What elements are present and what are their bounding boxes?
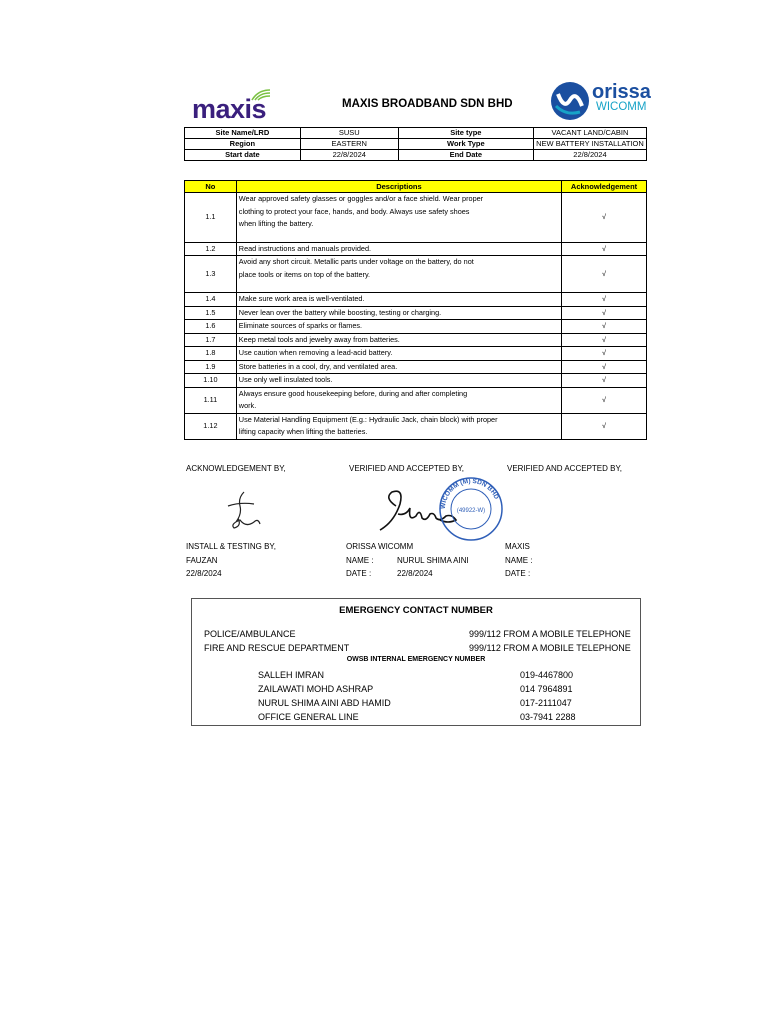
item-description (236, 256, 561, 293)
description-line: place tools or items on top of the battery. (238, 269, 371, 279)
col-header-descriptions: Descriptions (236, 181, 561, 193)
verified-accepted-by-label-2: VERIFIED AND ACCEPTED BY, (507, 464, 622, 473)
site-info-row (185, 150, 647, 161)
checklist-row (185, 387, 647, 413)
verifier-date-label: DATE : (346, 569, 372, 578)
site-info-value: 22/8/2024 (300, 150, 398, 161)
description-line: Wear approved safety glasses or goggles and/or a face shield. Wear proper (238, 194, 484, 203)
checklist-row (185, 413, 647, 439)
police-ambulance-label: POLICE/AMBULANCE (204, 629, 296, 639)
acknowledgement-check: √ (562, 374, 647, 388)
orissa-swirl-icon (550, 80, 590, 122)
col-header-no: No (185, 181, 237, 193)
item-description (236, 374, 561, 388)
contact-name: NURUL SHIMA AINI ABD HAMID (258, 698, 391, 708)
checklist-row (185, 193, 647, 243)
description-line: when lifting the battery. (238, 219, 314, 228)
item-number: 1.12 (185, 413, 237, 439)
verifier-date: 22/8/2024 (397, 569, 433, 578)
site-info-value: SUSU (300, 128, 398, 139)
checklist-row (185, 293, 647, 307)
fire-rescue-label: FIRE AND RESCUE DEPARTMENT (204, 643, 350, 653)
site-info-value: EASTERN (300, 139, 398, 150)
item-description (236, 347, 561, 361)
checklist-row (185, 242, 647, 256)
internal-emergency-title: OWSB INTERNAL EMERGENCY NUMBER (346, 656, 486, 663)
maxis-name-label: NAME : (505, 556, 533, 565)
description-line: Use caution when removing a lead-acid battery. (238, 348, 393, 357)
checklist-row (185, 333, 647, 347)
document-header (184, 78, 651, 124)
checklist-row (185, 374, 647, 388)
description-line: Store batteries in a cool, dry, and ventilated area. (238, 361, 398, 371)
contact-name: SALLEH IMRAN (258, 670, 325, 680)
item-description (236, 242, 561, 256)
site-info-label: Start date (185, 150, 301, 161)
maxis-leaf-icon (250, 88, 272, 102)
emergency-title: EMERGENCY CONTACT NUMBER (339, 605, 493, 616)
item-number: 1.7 (185, 333, 237, 347)
site-info-table (184, 127, 647, 161)
verified-accepted-by-label-1: VERIFIED AND ACCEPTED BY, (349, 464, 464, 473)
item-number: 1.11 (185, 387, 237, 413)
site-info-value: VACANT LAND/CABIN (533, 128, 646, 139)
maxis-date-label: DATE : (505, 569, 531, 578)
item-description (236, 293, 561, 307)
maxis-logo (192, 90, 278, 122)
maxis-company-label: MAXIS (505, 542, 530, 551)
contact-number: 017-2111047 (520, 698, 572, 708)
emergency-contact-box (191, 598, 641, 726)
acknowledgement-check: √ (562, 293, 647, 307)
contact-number: 03-7941 2288 (520, 712, 576, 722)
site-info-row (185, 128, 647, 139)
safety-checklist-table (184, 180, 647, 440)
installer-date: 22/8/2024 (186, 569, 222, 578)
description-line: Use only well insulated tools. (238, 375, 333, 384)
fire-rescue-number: 999/112 FROM A MOBILE TELEPHONE (469, 643, 631, 653)
checklist-row (185, 256, 647, 293)
verifier-name: NURUL SHIMA AINI (397, 556, 469, 565)
site-info-label: Site type (398, 128, 533, 139)
item-number: 1.1 (185, 193, 237, 243)
install-testing-label: INSTALL & TESTING BY, (186, 542, 276, 551)
orissa-wicomm-logo (548, 78, 651, 124)
acknowledgement-check: √ (562, 360, 647, 374)
site-info-label: End Date (398, 150, 533, 161)
company-title: MAXIS BROADBAND SDN BHD (342, 98, 513, 110)
col-header-acknowledgement: Acknowledgement (562, 181, 647, 193)
contact-number: 019-4467800 (520, 670, 574, 680)
contact-name: OFFICE GENERAL LINE (258, 712, 359, 722)
item-description (236, 306, 561, 320)
acknowledgement-check: √ (562, 347, 647, 361)
site-info-row (185, 139, 647, 150)
acknowledgement-check: √ (562, 256, 647, 293)
contact-number: 014 7964891 (520, 684, 573, 694)
police-ambulance-number: 999/112 FROM A MOBILE TELEPHONE (469, 629, 631, 639)
description-line: clothing to protect your face, hands, and body. Always use safety shoes (238, 206, 470, 216)
checklist-row (185, 347, 647, 361)
item-number: 1.10 (185, 374, 237, 388)
description-line: work. (238, 401, 257, 410)
verifier-name-label: NAME : (346, 556, 374, 565)
acknowledgement-by-label: ACKNOWLEDGEMENT BY, (186, 464, 286, 473)
acknowledgement-check: √ (562, 413, 647, 439)
item-description (236, 413, 561, 439)
orissa-company-label: ORISSA WICOMM (346, 542, 414, 551)
checklist-header-row (185, 181, 647, 193)
site-info-value: NEW BATTERY INSTALLATION (533, 139, 646, 150)
description-line: Eliminate sources of sparks or flames. (238, 321, 363, 330)
acknowledgement-check: √ (562, 387, 647, 413)
maxis-logo-text: maxis (192, 94, 267, 124)
item-number: 1.8 (185, 347, 237, 361)
contact-name: ZAILAWATI MOHD ASHRAP (258, 684, 374, 694)
item-description (236, 387, 561, 413)
item-number: 1.5 (185, 306, 237, 320)
signature-section (186, 462, 646, 582)
description-line: lifting capacity when lifting the batteries. (238, 427, 368, 436)
checklist-row (185, 360, 647, 374)
item-description (236, 193, 561, 243)
acknowledgement-check: √ (562, 333, 647, 347)
item-description (236, 320, 561, 334)
description-line: Read instructions and manuals provided. (238, 243, 372, 253)
description-line: Never lean over the battery while boosting, testing or charging. (238, 307, 442, 317)
acknowledgement-check: √ (562, 320, 647, 334)
item-description (236, 333, 561, 347)
orissa-logo-text: orissa (592, 81, 651, 103)
stamp-reg-number: (49922-W) (456, 508, 486, 514)
stamp-ring-text: WICOMM (M) SDN BHD (439, 477, 500, 510)
installer-name: FAUZAN (186, 556, 218, 565)
acknowledgement-check: √ (562, 306, 647, 320)
description-line: Make sure work area is well-ventilated. (238, 294, 365, 303)
installer-signature (214, 488, 264, 532)
item-number: 1.9 (185, 360, 237, 374)
site-info-label: Site Name/LRD (185, 128, 301, 139)
acknowledgement-check: √ (562, 242, 647, 256)
company-stamp (438, 476, 504, 542)
checklist-row (185, 320, 647, 334)
site-info-label: Work Type (398, 139, 533, 150)
wicomm-logo-text: WICOMM (596, 101, 647, 113)
checklist-row (185, 306, 647, 320)
item-number: 1.3 (185, 256, 237, 293)
description-line: Always ensure good housekeeping before, during and after completing (238, 388, 468, 398)
site-info-value: 22/8/2024 (533, 150, 646, 161)
site-info-label: Region (185, 139, 301, 150)
item-number: 1.2 (185, 242, 237, 256)
description-line: Avoid any short circuit. Metallic parts under voltage on the battery, do not (238, 257, 474, 266)
item-number: 1.4 (185, 293, 237, 307)
item-number: 1.6 (185, 320, 237, 334)
acknowledgement-check: √ (562, 193, 647, 243)
description-line: Use Material Handling Equipment (E.g.: Hydraulic Jack, chain block) with proper (238, 414, 498, 424)
description-line: Keep metal tools and jewelry away from batteries. (238, 334, 400, 344)
item-description (236, 360, 561, 374)
